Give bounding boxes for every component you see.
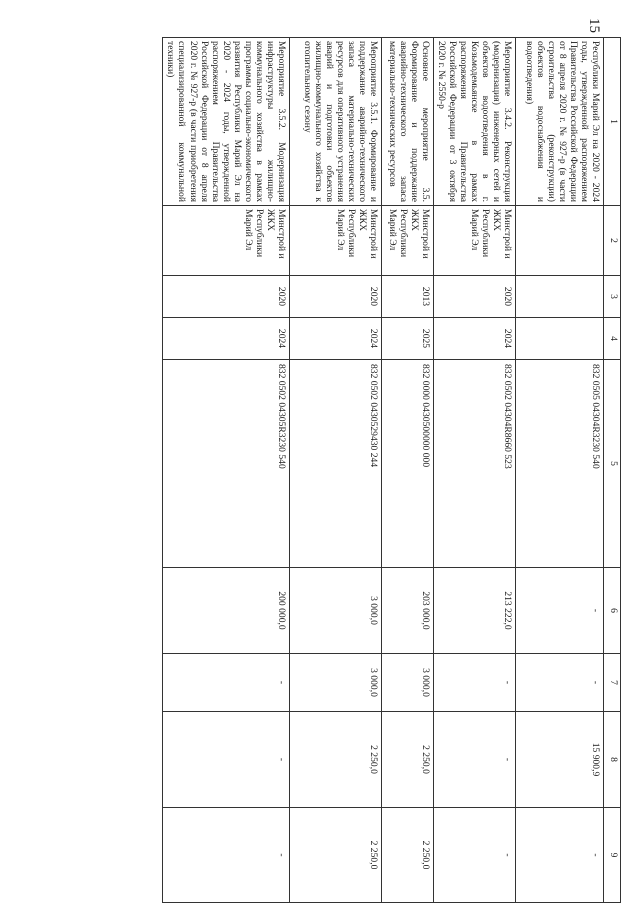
cell-budget-code: 832 0502 04305R3230 540 [163,360,289,568]
cell-amount-6: 3 000,0 [289,568,381,654]
cell-start-year: 2020 [433,276,515,318]
column-header-4: 4 [604,318,621,360]
cell-end-year: 2025 [381,318,433,360]
column-header-6: 6 [604,568,621,654]
cell-budget-code: 832 0502 04304R8660 523 [433,360,515,568]
cell-amount-8: 2 250,0 [289,712,381,808]
cell-end-year [516,318,604,360]
cell-amount-8: - [433,712,515,808]
cell-amount-9: 2 250,0 [289,808,381,903]
cell-end-year: 2024 [163,318,289,360]
cell-amount-9: - [516,808,604,903]
cell-start-year: 2020 [289,276,381,318]
cell-amount-6: - [516,568,604,654]
cell-amount-9: - [433,808,515,903]
cell-activity-name: Основное мероприятие 3.5. Формирование и поддержание аварийно-технического запаса материально-технических ресурсов [381,38,433,206]
cell-amount-9: - [163,808,289,903]
cell-end-year: 2024 [433,318,515,360]
cell-amount-6: 200 000,0 [163,568,289,654]
cell-activity-name: Мероприятие 3.5.1. Формирование и поддержание аварийно-технического запаса материально-технических ресурсов для оперативного устранения аварий и подготовки объектов жилищно-коммунального хозяйства к отопительному сезону [289,38,381,206]
cell-executor [516,206,604,276]
cell-activity-name: Республики Марий Эл на 2020 - 2024 годы, утвержденной распоряжением Правительства Российской Федерации от 8 апреля 2020 г. № 927-р (в части строительства (реконструкции) объектов водоснабжения и водоотведения) [516,38,604,206]
cell-amount-9: 2 250,0 [381,808,433,903]
table-row [163,38,289,903]
cell-end-year: 2024 [289,318,381,360]
cell-amount-7: - [516,654,604,712]
cell-amount-8: 15 900,9 [516,712,604,808]
page-number: 15 [586,18,602,33]
cell-start-year: 2013 [381,276,433,318]
column-header-3: 3 [604,276,621,318]
column-header-1: 1 [604,38,621,206]
cell-amount-7: - [433,654,515,712]
column-header-9: 9 [604,808,621,903]
cell-amount-7: 3 000,0 [289,654,381,712]
cell-executor: Минстрой и ЖКХ Республики Марий Эл [381,206,433,276]
cell-executor: Минстрой и ЖКХ Республики Марий Эл [163,206,289,276]
budget-table [162,37,621,903]
cell-amount-6: 213 222,0 [433,568,515,654]
cell-start-year: 2020 [163,276,289,318]
rotated-table-wrapper [121,37,621,902]
cell-executor: Минстрой и ЖКХ Республики Марий Эл [433,206,515,276]
column-header-2: 2 [604,206,621,276]
cell-amount-8: 2 250,0 [381,712,433,808]
cell-amount-6: 203 000,0 [381,568,433,654]
table-header-row [604,38,621,903]
cell-amount-7: 3 000,0 [381,654,433,712]
cell-amount-8: - [163,712,289,808]
cell-start-year [516,276,604,318]
cell-executor: Минстрой и ЖКХ Республики Марий Эл [289,206,381,276]
table-row [433,38,515,903]
column-header-8: 8 [604,712,621,808]
column-header-7: 7 [604,654,621,712]
cell-budget-code: 832 0000 0430500000 000 [381,360,433,568]
cell-activity-name: Мероприятие 3.5.2. Модернизация инфраструктуры жилищно-коммунального хозяйства в рамках программы социально-экономического развития Республики Марий Эл на 2020 - 2024 годы, утвержденной распоряжением Правительства Российской Федерации от 8 апреля 2020 г. № 927-р (в части приобретения специализированной коммунальной техники) [163,38,289,206]
table-row [289,38,381,903]
cell-budget-code: 832 0505 04304R3230 540 [516,360,604,568]
table-row [381,38,433,903]
cell-amount-7: - [163,654,289,712]
cell-budget-code: 832 0502 0430529430 244 [289,360,381,568]
table-row [516,38,604,903]
cell-activity-name: Мероприятие 3.4.2. Реконструкция (модернизация) инженерных сетей и объектов водоотведения в г. Козьмодемьянске в рамках распоряжения Правительства Российской Федерации от 3 октября 2020 г. № 2550-р [433,38,515,206]
column-header-5: 5 [604,360,621,568]
